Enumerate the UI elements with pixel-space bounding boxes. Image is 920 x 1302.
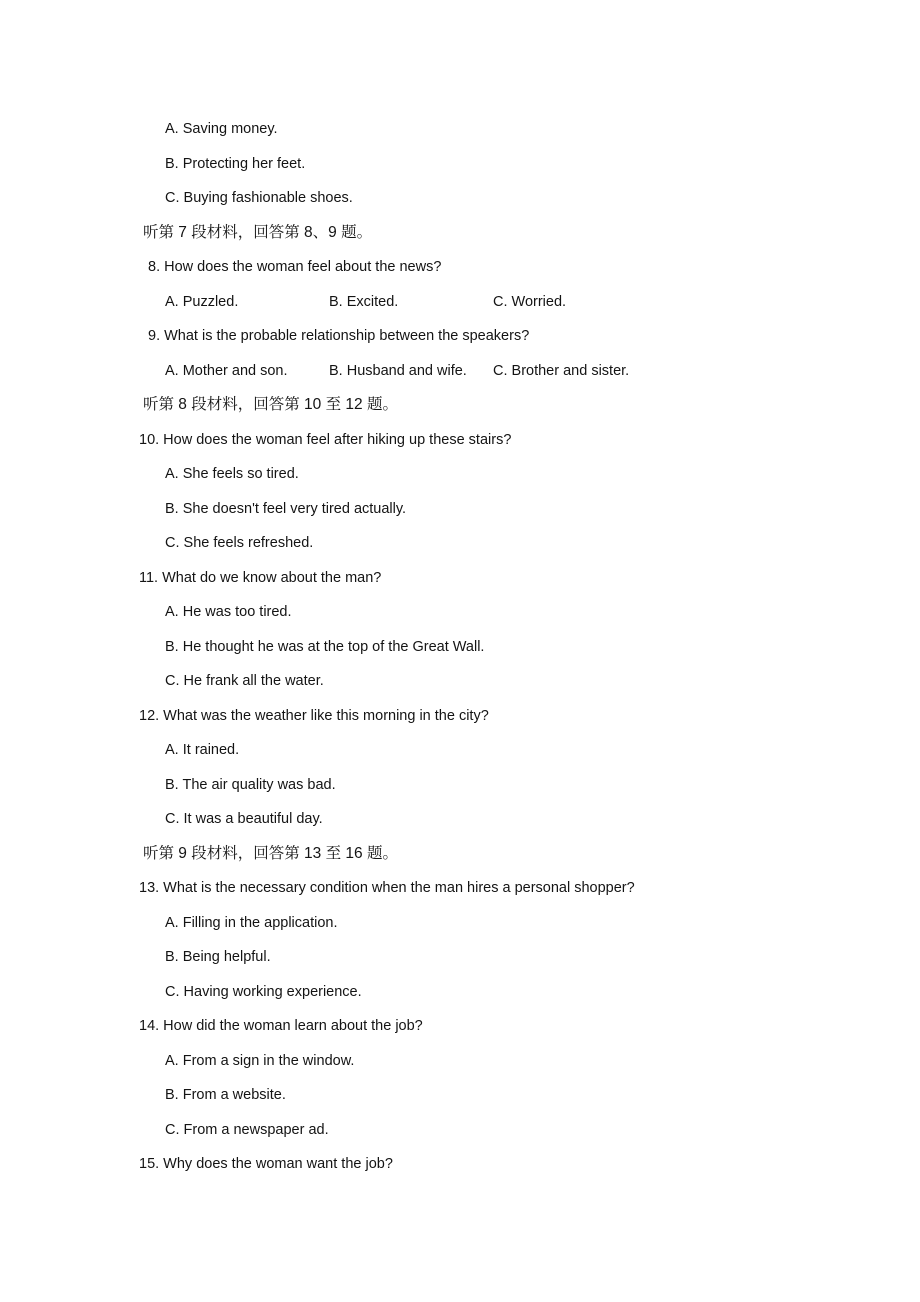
question-line — [0, 319, 920, 354]
option-cell: B. Excited. — [329, 293, 399, 310]
document-content — [0, 112, 920, 1182]
option-line — [0, 492, 920, 527]
line-text: 听第 9 段材料，回答第 13 至 16 题。 — [143, 844, 398, 862]
option-line — [0, 664, 920, 699]
line-text: A. Saving money. — [165, 121, 278, 137]
option-line — [0, 595, 920, 630]
line-text: 10. How does the woman feel after hiking up these stairs? — [139, 431, 512, 448]
option-cell: A. Puzzled. — [165, 293, 239, 310]
section-instruction-line — [0, 388, 920, 423]
line-text: 13. What is the necessary condition when the man hires a personal shopper? — [139, 880, 635, 896]
line-text: B. Being helpful. — [165, 949, 271, 965]
option-cell: A. Mother and son. — [165, 362, 288, 379]
line-text: A. Filling in the application. — [165, 914, 338, 931]
line-text: C. He frank all the water. — [165, 673, 324, 689]
option-line — [0, 768, 920, 803]
line-text: C. She feels refreshed. — [165, 535, 314, 551]
question-line — [0, 561, 920, 596]
options-row — [0, 285, 920, 320]
options-row — [0, 354, 920, 389]
option-cell: B. Husband and wife. — [329, 362, 467, 379]
question-line — [0, 250, 920, 285]
line-text: 听第 7 段材料，回答第 8、9 题。 — [143, 223, 373, 241]
line-text: A. She feels so tired. — [165, 466, 299, 482]
option-line — [0, 940, 920, 975]
section-instruction-line — [0, 837, 920, 872]
option-line — [0, 1113, 920, 1148]
line-text: 11. What do we know about the man? — [139, 569, 382, 586]
line-text: 15. Why does the woman want the job? — [139, 1156, 393, 1172]
option-line — [0, 112, 920, 147]
line-text: 12. What was the weather like this morning in the city? — [139, 707, 489, 724]
line-text: 听第 8 段材料，回答第 10 至 12 题。 — [143, 396, 398, 413]
line-text: 8. How does the woman feel about the news? — [148, 259, 442, 275]
line-text: C. Having working experience. — [165, 983, 362, 1000]
option-line — [0, 733, 920, 768]
option-line — [0, 630, 920, 665]
option-line — [0, 802, 920, 837]
line-text: A. From a sign in the window. — [165, 1052, 355, 1069]
line-text: B. She doesn't feel very tired actually. — [165, 500, 407, 517]
question-line — [0, 1147, 920, 1182]
line-text: A. He was too tired. — [165, 604, 292, 620]
question-line — [0, 1009, 920, 1044]
question-line — [0, 423, 920, 458]
question-line — [0, 871, 920, 906]
option-cell: C. Worried. — [493, 293, 567, 310]
line-text: 9. What is the probable relationship between the speakers? — [148, 328, 530, 344]
line-text: A. It rained. — [165, 742, 240, 758]
option-line — [0, 147, 920, 182]
line-text: B. The air quality was bad. — [165, 776, 336, 793]
option-line — [0, 975, 920, 1010]
line-text: B. Protecting her feet. — [165, 155, 306, 172]
option-line — [0, 1078, 920, 1113]
option-line — [0, 906, 920, 941]
option-line — [0, 181, 920, 216]
line-text: C. Buying fashionable shoes. — [165, 190, 353, 206]
option-cell: C. Brother and sister. — [493, 362, 630, 379]
line-text: C. From a newspaper ad. — [165, 1121, 329, 1138]
line-text: C. It was a beautiful day. — [165, 811, 323, 827]
question-line — [0, 699, 920, 734]
option-line — [0, 1044, 920, 1079]
line-text: B. From a website. — [165, 1087, 286, 1103]
line-text: B. He thought he was at the top of the Great Wall. — [165, 638, 485, 655]
section-instruction-line — [0, 216, 920, 251]
line-text: 14. How did the woman learn about the job? — [139, 1018, 423, 1034]
option-line — [0, 457, 920, 492]
option-line — [0, 526, 920, 561]
